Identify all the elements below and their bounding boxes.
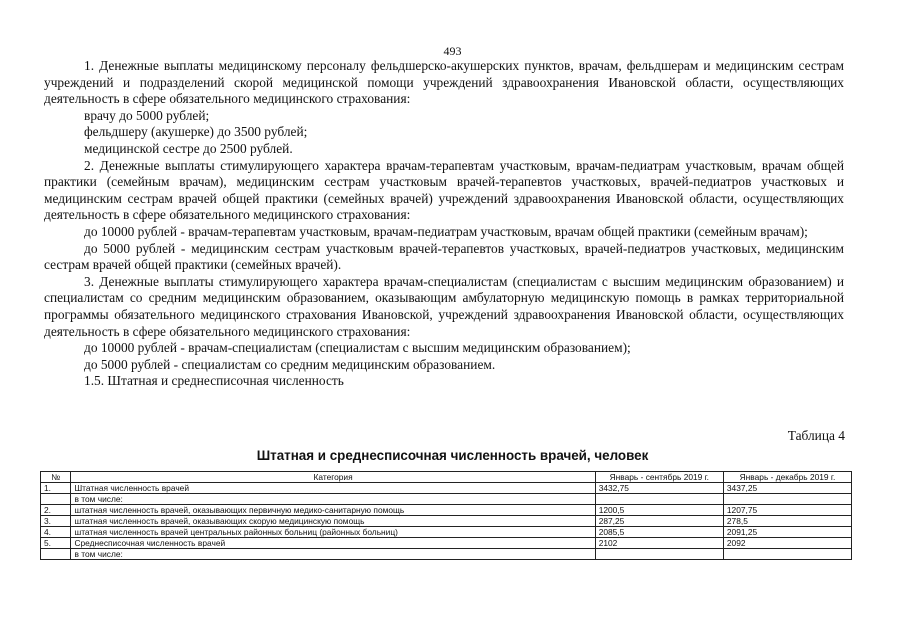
table-cell xyxy=(723,549,851,560)
table-cell: 3. xyxy=(41,516,71,527)
paragraph: 1. Денежные выплаты медицинскому персоналу фельдшерско-акушерских пунктов, врачам, фельдшерам и медицинским сестрам учреждений и подразделений скорой медицинской помощи учреждений здравоохранения Ивановской области, осуществляющих деятельность в сфере обязательного медицинского страхования: xyxy=(44,58,844,107)
table-cell: Среднесписочная численность врачей xyxy=(71,538,595,549)
paragraph: до 5000 рублей - специалистам со средним медицинским образованием. xyxy=(84,356,496,372)
table-row xyxy=(41,505,852,516)
header-cell: Январь - сентябрь 2019 г. xyxy=(595,472,723,483)
table-cell: 1207,75 xyxy=(723,505,851,516)
paragraph: врачу до 5000 рублей; xyxy=(84,107,210,123)
table-cell: 278,5 xyxy=(723,516,851,527)
table-cell: в том числе: xyxy=(71,549,595,560)
table-cell xyxy=(41,549,71,560)
table-cell: 1. xyxy=(41,483,71,494)
table-row xyxy=(41,538,852,549)
paragraph: до 10000 рублей - врачам-терапевтам участковым, врачам-педиатрам участковым, врачам общей практики (семейным врачам); xyxy=(84,223,808,239)
paragraph: фельдшеру (акушерке) до 3500 рублей; xyxy=(84,124,308,140)
header-cell: Январь - декабрь 2019 г. xyxy=(723,472,851,483)
table-cell: 2. xyxy=(41,505,71,516)
section-heading: 1.5. Штатная и среднесписочная численность xyxy=(84,373,344,389)
table-cell xyxy=(595,494,723,505)
paragraph: медицинской сестре до 2500 рублей. xyxy=(84,140,293,156)
table-cell xyxy=(595,549,723,560)
table-row xyxy=(41,527,852,538)
table-row xyxy=(41,494,852,505)
table-cell: в том числе: xyxy=(71,494,595,505)
table-cell: 5. xyxy=(41,538,71,549)
table-row xyxy=(41,549,852,560)
table-cell: Штатная численность врачей xyxy=(71,483,595,494)
table-header-row xyxy=(41,472,852,483)
table-cell: 3437,25 xyxy=(723,483,851,494)
table-cell: штатная численность врачей центральных районных больниц (районных больниц) xyxy=(71,527,595,538)
table-cell xyxy=(41,494,71,505)
paragraph: 3. Денежные выплаты стимулирующего характера врачам-специалистам (специалистам с высшим медицинским образованием) и специалистам со средним медицинским образованием, оказывающим амбулаторную медицинскую помощь в рамках территориальной программы обязательного медицинского страхования Ивановской, учреждений здравоохранения Ивановской области, осуществляющих деятельность в сфере обязательного медицинского страхования: xyxy=(44,273,844,339)
page-number: 493 xyxy=(443,44,462,58)
body-text xyxy=(44,58,844,390)
table-title: Штатная и среднесписочная численность врачей, человек xyxy=(256,448,649,463)
table-cell: 3432,75 xyxy=(595,483,723,494)
staff-table xyxy=(40,471,852,560)
paragraph: до 10000 рублей - врачам-специалистам (специалистам с высшим медицинским образованием); xyxy=(84,340,631,356)
table-row xyxy=(41,483,852,494)
header-cell: Категория xyxy=(71,472,595,483)
table-cell: 2085,5 xyxy=(595,527,723,538)
table-row xyxy=(41,516,852,527)
table-cell: штатная численность врачей, оказывающих первичную медико-санитарную помощь xyxy=(71,505,595,516)
table-cell xyxy=(723,494,851,505)
table-cell: 2092 xyxy=(723,538,851,549)
paragraph: до 5000 рублей - медицинским сестрам участковым врачей-терапевтов участковых, врачей-педиатров участковых, медицинским сестрам врачей общей практики (семейных врачей). xyxy=(44,240,844,273)
table-label: Таблица 4 xyxy=(787,428,845,443)
paragraph: 2. Денежные выплаты стимулирующего характера врачам-терапевтам участковым, врачам-педиатрам участковым, врачам общей практики (семейным врачам), медицинским сестрам участковым врачей-терапевтов участковых, врачей-педиатров участковых и медицинским сестрам врачей общей практики (семейных врачей) учреждений здравоохранения Ивановской области, осуществляющих деятельность в сфере обязательного медицинского страхования: xyxy=(44,157,844,223)
table-cell: 2102 xyxy=(595,538,723,549)
table-cell: штатная численность врачей, оказывающих скорую медицинскую помощь xyxy=(71,516,595,527)
table-cell: 1200,5 xyxy=(595,505,723,516)
table-cell: 2091,25 xyxy=(723,527,851,538)
table-cell: 287,25 xyxy=(595,516,723,527)
table-cell: 4. xyxy=(41,527,71,538)
header-cell: № xyxy=(41,472,71,483)
